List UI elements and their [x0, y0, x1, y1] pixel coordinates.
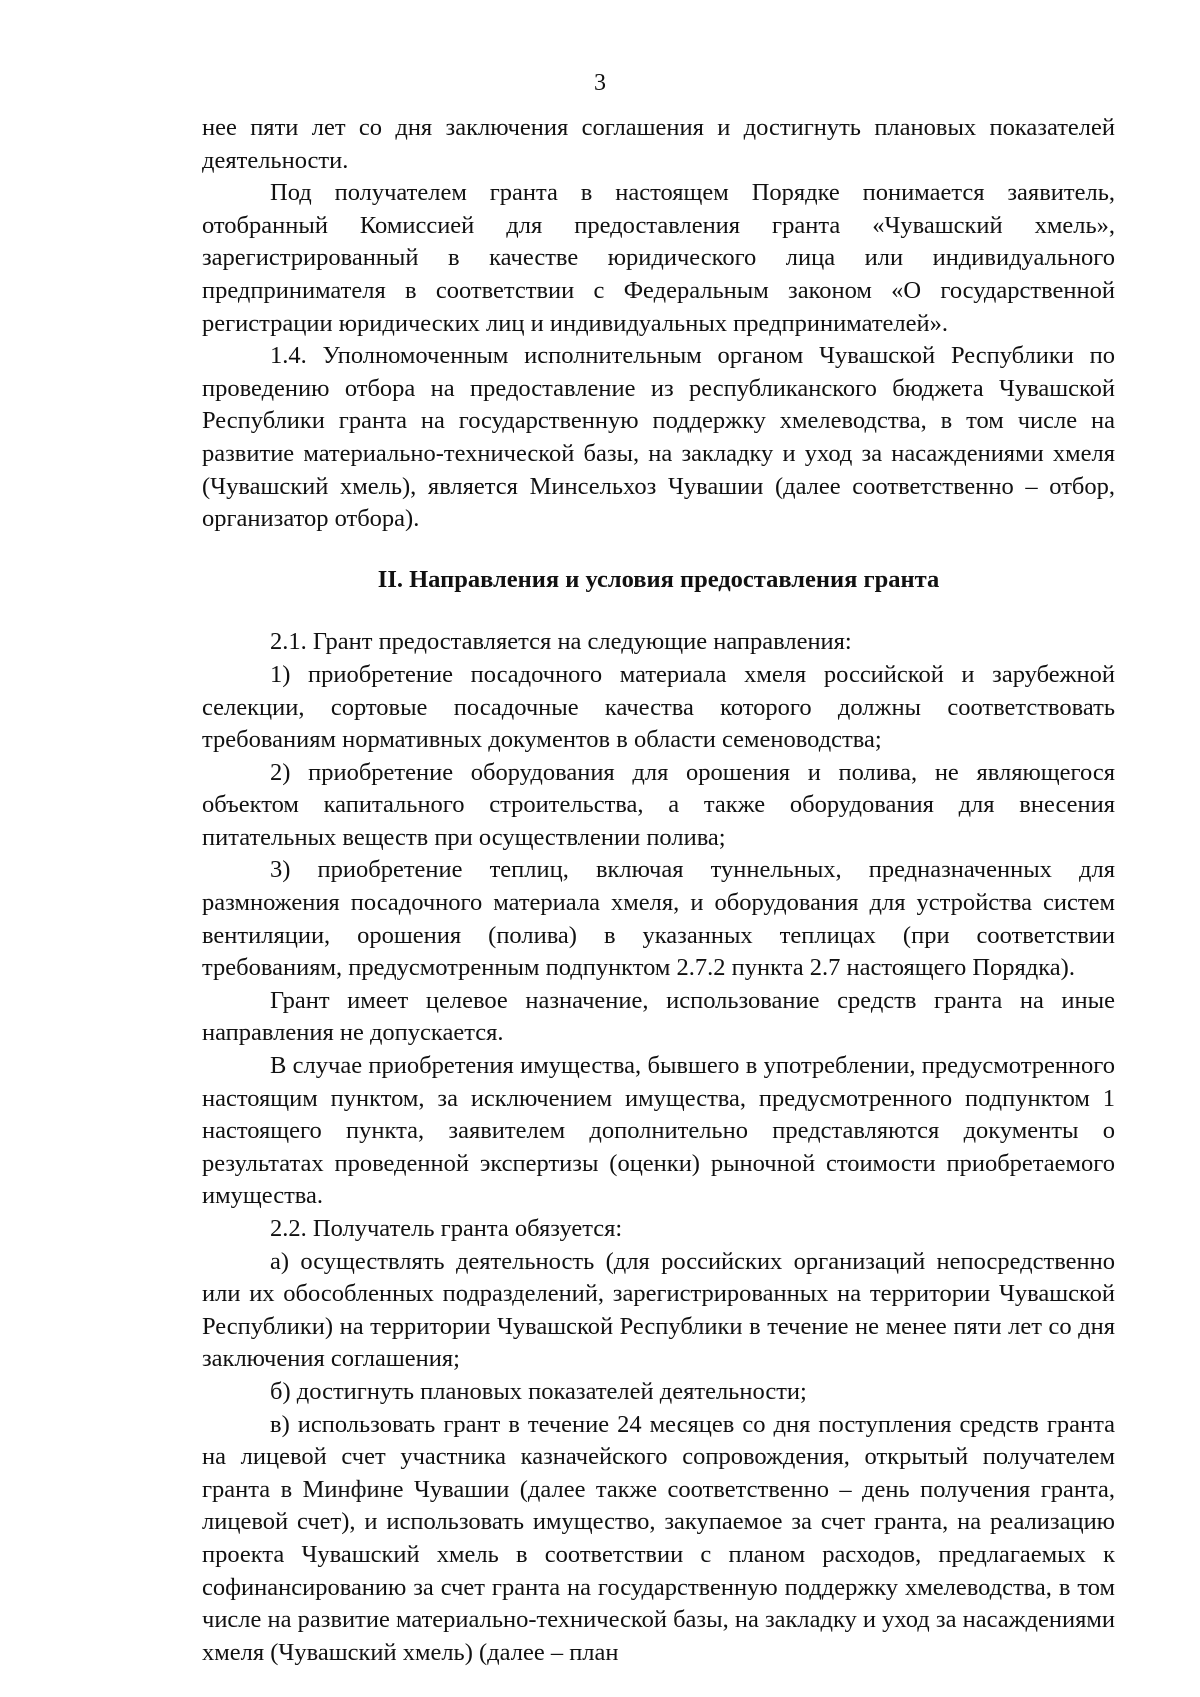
- list-item-b: б) достигнуть плановых показателей деятельности;: [270, 1377, 807, 1405]
- list-item-v: в) использовать грант в течение 24 месяцев со дня поступления средств гранта на лицевой счет участника казначейского сопровождения, открытый получателем гранта в Минфине Чувашии (далее также соответственно – день получения гранта, лицевой счет), и использовать имущество, закупаемое за счет гранта, на реализацию проекта Чувашский хмель в соответствии с планом расходов, предлагаемых к софинансированию за счет гранта на государственную поддержку хмелеводства, в том числе на развитие материально-технической базы, на закладку и уход за насаждениями хмеля (Чувашский хмель) (далее – план: [202, 1410, 1115, 1666]
- list-item-a: а) осуществлять деятельность (для российских организаций непосредственно или их обособленных подразделений, зарегистрированных на территории Чувашской Республики) на территории Чувашской Республики в течение не менее пяти лет со дня заключения соглашения;: [202, 1247, 1115, 1373]
- paragraph-continuation: нее пяти лет со дня заключения соглашения и достигнуть плановых показателей деятельности.: [202, 114, 1115, 174]
- section-heading: II. Направления и условия предоставления гранта: [377, 565, 940, 593]
- paragraph-2-2: 2.2. Получатель гранта обязуется:: [270, 1215, 623, 1242]
- document-body: [202, 112, 1115, 1669]
- list-item-3: 3) приобретение теплиц, включая туннельных, предназначенных для размножения посадочного материала хмеля, и оборудования для устройства систем вентиляции, орошения (полива) в указанных теплицах (при соответствии требованиям, предусмотренным подпунктом 2.7.2 пункта 2.7 настоящего Порядка).: [202, 856, 1115, 982]
- paragraph-target-purpose: Грант имеет целевое назначение, использование средств гранта на иные направления не допускается.: [202, 986, 1115, 1047]
- paragraph-2-1: 2.1. Грант предоставляется на следующие направления:: [270, 628, 852, 656]
- list-item-1: 1) приобретение посадочного материала хмеля российской и зарубежной селекции, сортовые посадочные качества которого должны соответствовать требованиям нормативных документов в области семеноводства;: [202, 660, 1115, 754]
- list-item-2: 2) приобретение оборудования для орошения и полива, не являющегося объектом капитального строительства, а также оборудования для внесения питательных веществ при осуществлении полива;: [202, 758, 1115, 851]
- page-number: 3: [594, 70, 606, 96]
- paragraph-grant-recipient-definition: Под получателем гранта в настоящем Порядке понимается заявитель, отобранный Комиссией для предоставления гранта «Чувашский хмель», зарегистрированный в качестве юридического лица или индивидуального предпринимателя в соответствии с Федеральным законом «О государственной регистрации юридических лиц и индивидуальных предпринимателей».: [202, 179, 1115, 337]
- paragraph-used-property: В случае приобретения имущества, бывшего в употреблении, предусмотренного настоящим пунктом, за исключением имущества, предусмотренного подпунктом 1 настоящего пункта, заявителем дополнительно представляются документы о результатах проведенной экспертизы (оценки) рыночной стоимости приобретаемого имущества.: [202, 1052, 1115, 1210]
- paragraph-1-4: 1.4. Уполномоченным исполнительным органом Чувашской Республики по проведению отбора на предоставление из республиканского бюджета Чувашской Республики гранта на государственную поддержку хмелеводства, в том числе на развитие материально-технической базы, на закладку и уход за насаждениями хмеля (Чувашский хмель), является Минсельхоз Чувашии (далее соответственно – отбор, организатор отбора).: [202, 342, 1115, 533]
